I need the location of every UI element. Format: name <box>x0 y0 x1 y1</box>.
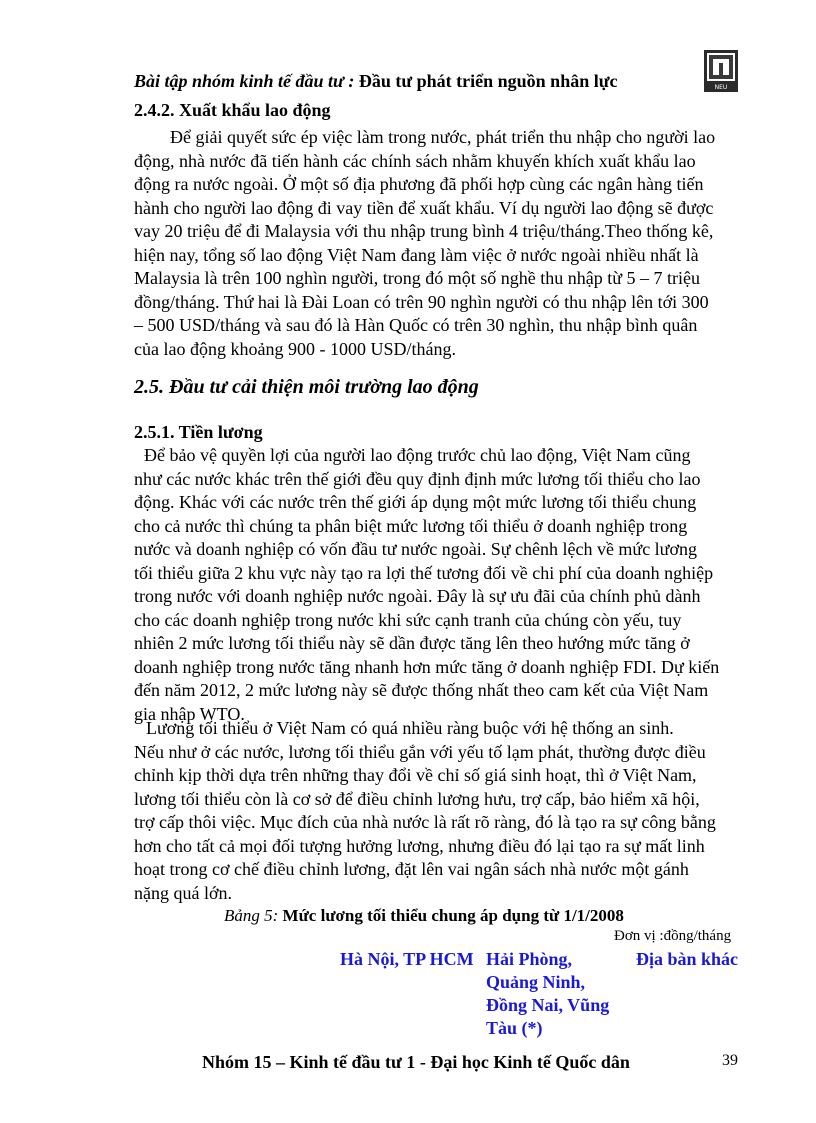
text-line: tối thiểu giữa 2 khu vực này tạo ra lợi thế tương đối về chi phí của doanh nghiệp <box>134 562 714 583</box>
page-number: 39 <box>722 1052 738 1069</box>
text-line: đến năm 2012, 2 mức lương này sẽ được thống nhất theo cam kết của Việt Nam <box>134 680 709 700</box>
text-line: – 500 USD/tháng và sau đó là Hàn Quốc có trên 30 nghìn, thu nhập bình quân <box>134 315 698 335</box>
text-line: nhiên 2 mức lương tối thiểu này sẽ dần được tăng lên theo hướng mức tăng ở <box>134 633 690 653</box>
text-line: như các nước khác trên thế giới đều quy định định mức lương tối thiểu cho lao <box>134 468 701 489</box>
text-line: hoạt trong cơ chế điều chỉnh lương, đặt lên vai ngân sách nhà nước một gánh <box>134 859 689 879</box>
table-unit: Đơn vị :đồng/tháng <box>614 928 732 944</box>
text-line: lương tối thiểu còn là cơ sở để điều chỉnh lương hưu, trợ cấp, bảo hiểm xã hội, <box>134 788 700 809</box>
text-line: động, nhà nước đã tiến hành các chính sách nhằm khuyến khích xuất khẩu lao <box>134 150 696 171</box>
page-footer: Nhóm 15 – Kinh tế đầu tư 1 - Đại học Kinh tế Quốc dân <box>202 1052 630 1072</box>
text-line: cho các doanh nghiệp trong nước khi sức cạnh tranh của chúng còn yếu, tuy <box>134 609 682 630</box>
text-line: vay 20 triệu để đi Malaysia với thu nhập trung bình 4 triệu/tháng.Theo thống kê, <box>134 221 714 241</box>
table-header-line: Địa bàn khác <box>636 949 739 969</box>
section-heading-2-5: 2.5. Đầu tư cải thiện môi trường lao động <box>134 376 479 398</box>
table-header-hanoi-hcm <box>340 948 474 971</box>
text-line: trong nước với doanh nghiệp nước ngoài. Đây là sự ưu đãi của chính phủ dành <box>134 586 701 606</box>
table-caption <box>224 906 624 926</box>
table-header-line: Hải Phòng, <box>486 949 573 969</box>
text-line: hành cho người lao động đi vay tiền để xuất khẩu. Ví dụ người lao động sẽ được <box>134 197 714 218</box>
text-line: Để giải quyết sức ép việc làm trong nước, phát triển thu nhập cho người lao <box>170 127 716 147</box>
text-line: Malaysia là trên 100 nghìn người, trong đó một số nghề thu nhập từ 5 – 7 triệu <box>134 268 700 288</box>
table-header-line: Quảng Ninh, <box>486 972 586 992</box>
text-line: nước và doanh nghiệp có vốn đầu tư nước ngoài. Sự chênh lệch về mức lương <box>134 539 697 559</box>
text-line: Nếu như ở các nước, lương tối thiểu gắn với yếu tố lạm phát, thường được điều <box>134 741 706 762</box>
text-line: động. Khác với các nước trên thế giới áp dụng một mức lương tối thiểu chung <box>134 492 697 512</box>
table-header-line: Tàu (*) <box>486 1018 543 1038</box>
table-header-haiphong-group <box>486 948 609 1040</box>
text-line: doanh nghiệp trong nước tăng nhanh hơn mức tăng ở doanh nghiệp FDI. Dự kiến <box>134 656 720 677</box>
table-header-line: Hà Nội, TP HCM <box>340 949 474 969</box>
document-header <box>134 71 654 92</box>
text-line: trợ cấp thôi việc. Mục đích của nhà nước là rất rõ ràng, đó là tạo ra sự công bằng <box>134 812 716 832</box>
text-line: chỉnh kịp thời dựa trên những thay đổi về chỉ số giá sinh hoạt, thì ở Việt Nam, <box>134 765 697 785</box>
paragraph-wage-2 <box>134 717 744 905</box>
text-line: hiện nay, tổng số lao động Việt Nam đang làm việc ở nước ngoài nhiều nhất là <box>134 244 699 265</box>
text-line: của lao động khoảng 900 - 1000 USD/tháng. <box>134 338 456 359</box>
header-prefix: Bài tập nhóm kinh tế đầu tư : <box>134 71 355 91</box>
text-line: Để bảo vệ quyền lợi của người lao động trước chủ lao động, Việt Nam cũng <box>144 445 691 465</box>
neu-logo-icon <box>704 50 738 92</box>
logo-label: NEU <box>714 84 728 91</box>
header-title: Đầu tư phát triển nguồn nhân lực <box>354 71 618 91</box>
text-line: Lương tối thiểu ở Việt Nam có quá nhiều ràng buộc với hệ thống an sinh. <box>146 718 674 738</box>
text-line: hơn cho tất cả mọi đối tượng hưởng lương, nhưng điều đó lại tạo ra sự mất linh <box>134 835 705 856</box>
table-header-other-areas <box>636 948 738 971</box>
section-heading-2-5-1: 2.5.1. Tiền lương <box>134 422 263 442</box>
text-line: gia nhập WTO. <box>134 703 245 724</box>
text-line: đồng/tháng. Thứ hai là Đài Loan có trên 90 nghìn người có thu nhập lên tới 300 <box>134 291 709 312</box>
paragraph-wage-1 <box>134 444 744 726</box>
table-caption-title: Mức lương tối thiểu chung áp dụng từ 1/1/2008 <box>278 906 624 925</box>
table-caption-prefix: Bảng 5: <box>224 906 279 925</box>
section-heading-2-4-2: 2.4.2. Xuất khẩu lao động <box>134 100 331 120</box>
text-line: cho cả nước thì chúng ta phân biệt mức lương tối thiểu ở doanh nghiệp trong <box>134 515 688 536</box>
table-header-line: Đồng Nai, Vũng <box>486 995 610 1015</box>
neu-logo-graphic <box>704 50 738 92</box>
text-line: động ra nước ngoài. Ở một số địa phương đã phối hợp cùng các ngân hàng tiến <box>134 174 704 194</box>
text-line: nặng quá lớn. <box>134 882 232 903</box>
paragraph-export-labor <box>134 126 744 361</box>
